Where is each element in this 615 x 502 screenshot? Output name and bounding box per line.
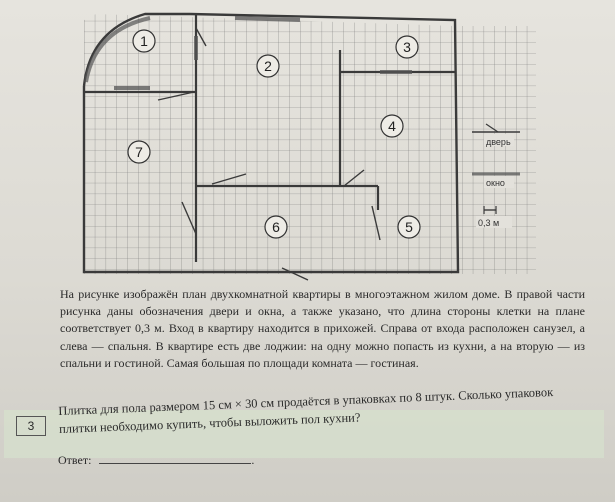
legend-window-label: окно (486, 178, 505, 188)
answer-end: . (251, 453, 255, 467)
plan-grid (84, 14, 536, 274)
room-6 (265, 216, 287, 238)
answer-label: Ответ: (58, 453, 92, 467)
room-4 (381, 115, 403, 137)
svg-text:3: 3 (403, 39, 411, 55)
task-text: Плитка для пола размером 15 см × 30 см продаётся в упаковках по 8 штук. Сколько упаковок плитки необходимо купить, чтобы выложить пол кухни? (58, 384, 554, 436)
legend-door-label: дверь (486, 137, 511, 147)
svg-text:5: 5 (405, 219, 413, 235)
plan-description: На рисунке изображён план двухкомнатной квартиры в многоэтажном жилом доме. В правой части рисунка даны обозначения двери и окна, а также указано, что длина стороны клетки на плане соответствует 0,3 м. Вход в квартиру находится в прихожей. Справа от входа расположен санузел, а слева — спальня. В квартире есть две лоджии: на одну можно попасть из кухни, а на вторую — из спальни и гостиной. Самая большая по площади комната — гостиная. (60, 287, 585, 370)
task-number: 3 (16, 416, 46, 436)
svg-text:2: 2 (264, 58, 272, 74)
room-2 (257, 55, 279, 77)
answer-row (58, 452, 254, 468)
legend-scale-label: 0,3 м (478, 218, 500, 228)
svg-text:6: 6 (272, 219, 280, 235)
svg-text:1: 1 (140, 33, 148, 49)
room-7 (128, 141, 150, 163)
room-5 (398, 216, 420, 238)
svg-text:7: 7 (135, 144, 143, 160)
room-1 (133, 30, 155, 52)
answer-field[interactable] (99, 452, 251, 464)
room-3 (396, 36, 418, 58)
svg-text:4: 4 (388, 118, 396, 134)
